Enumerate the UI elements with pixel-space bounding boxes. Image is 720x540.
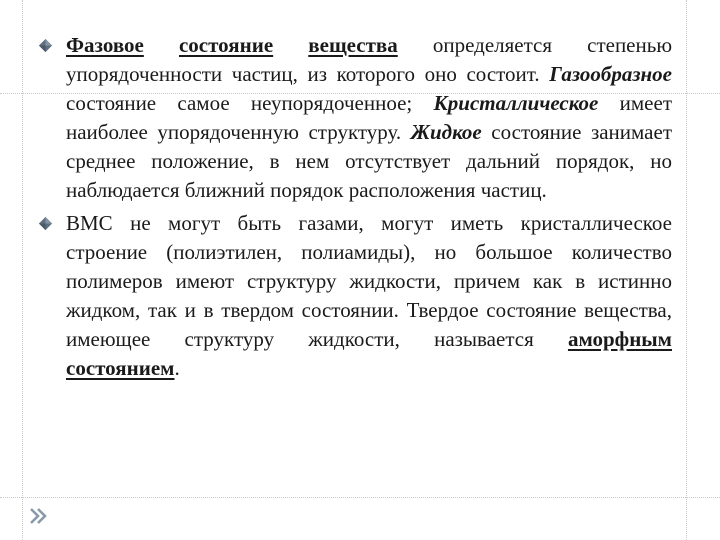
- term-substance: вещества: [308, 33, 398, 57]
- emphasis-crystalline: Кристаллическое: [433, 91, 599, 115]
- text-segment: имеет наиболее упорядоченную структуру.: [66, 91, 672, 144]
- text-segment: определяется степенью упорядоченности частиц, из которого оно состоит.: [66, 33, 673, 86]
- emphasis-liquid: Жидкое: [410, 120, 482, 144]
- diamond-bullet-icon: [38, 216, 53, 231]
- bullet-phase-state: [38, 31, 672, 205]
- term-state: состояние: [178, 33, 274, 57]
- guide-line-bottom: [0, 497, 720, 498]
- text-segment: ВМС не могут быть газами, могут иметь кристаллическое строение (полиэтилен, полиамиды), но большое количество полимеров имеют структуру жидкости, причем как в истинно жидком, так и в твердом состоянии. Твердое состояние вещества, имеющее структуру жидкости, называется: [66, 211, 672, 351]
- emphasis-gaseous: Газообразное: [549, 62, 672, 86]
- bullet-polymers: [38, 209, 672, 383]
- diamond-bullet-icon: [38, 38, 53, 53]
- slide-body: [38, 31, 672, 383]
- text-segment: состояние самое неупорядоченное;: [66, 91, 434, 115]
- text-segment: состояние занимает среднее положение, в нем отсутствует дальний порядок, но наблюдается ближний порядок расположения частиц.: [66, 120, 672, 202]
- guide-line-left: [22, 0, 23, 540]
- term-amorphous-state: аморфным состоянием: [66, 327, 672, 380]
- double-chevron-icon: [28, 505, 50, 527]
- text-segment: .: [174, 356, 180, 380]
- term-phase: Фазовое: [66, 33, 144, 57]
- guide-line-right: [686, 0, 687, 540]
